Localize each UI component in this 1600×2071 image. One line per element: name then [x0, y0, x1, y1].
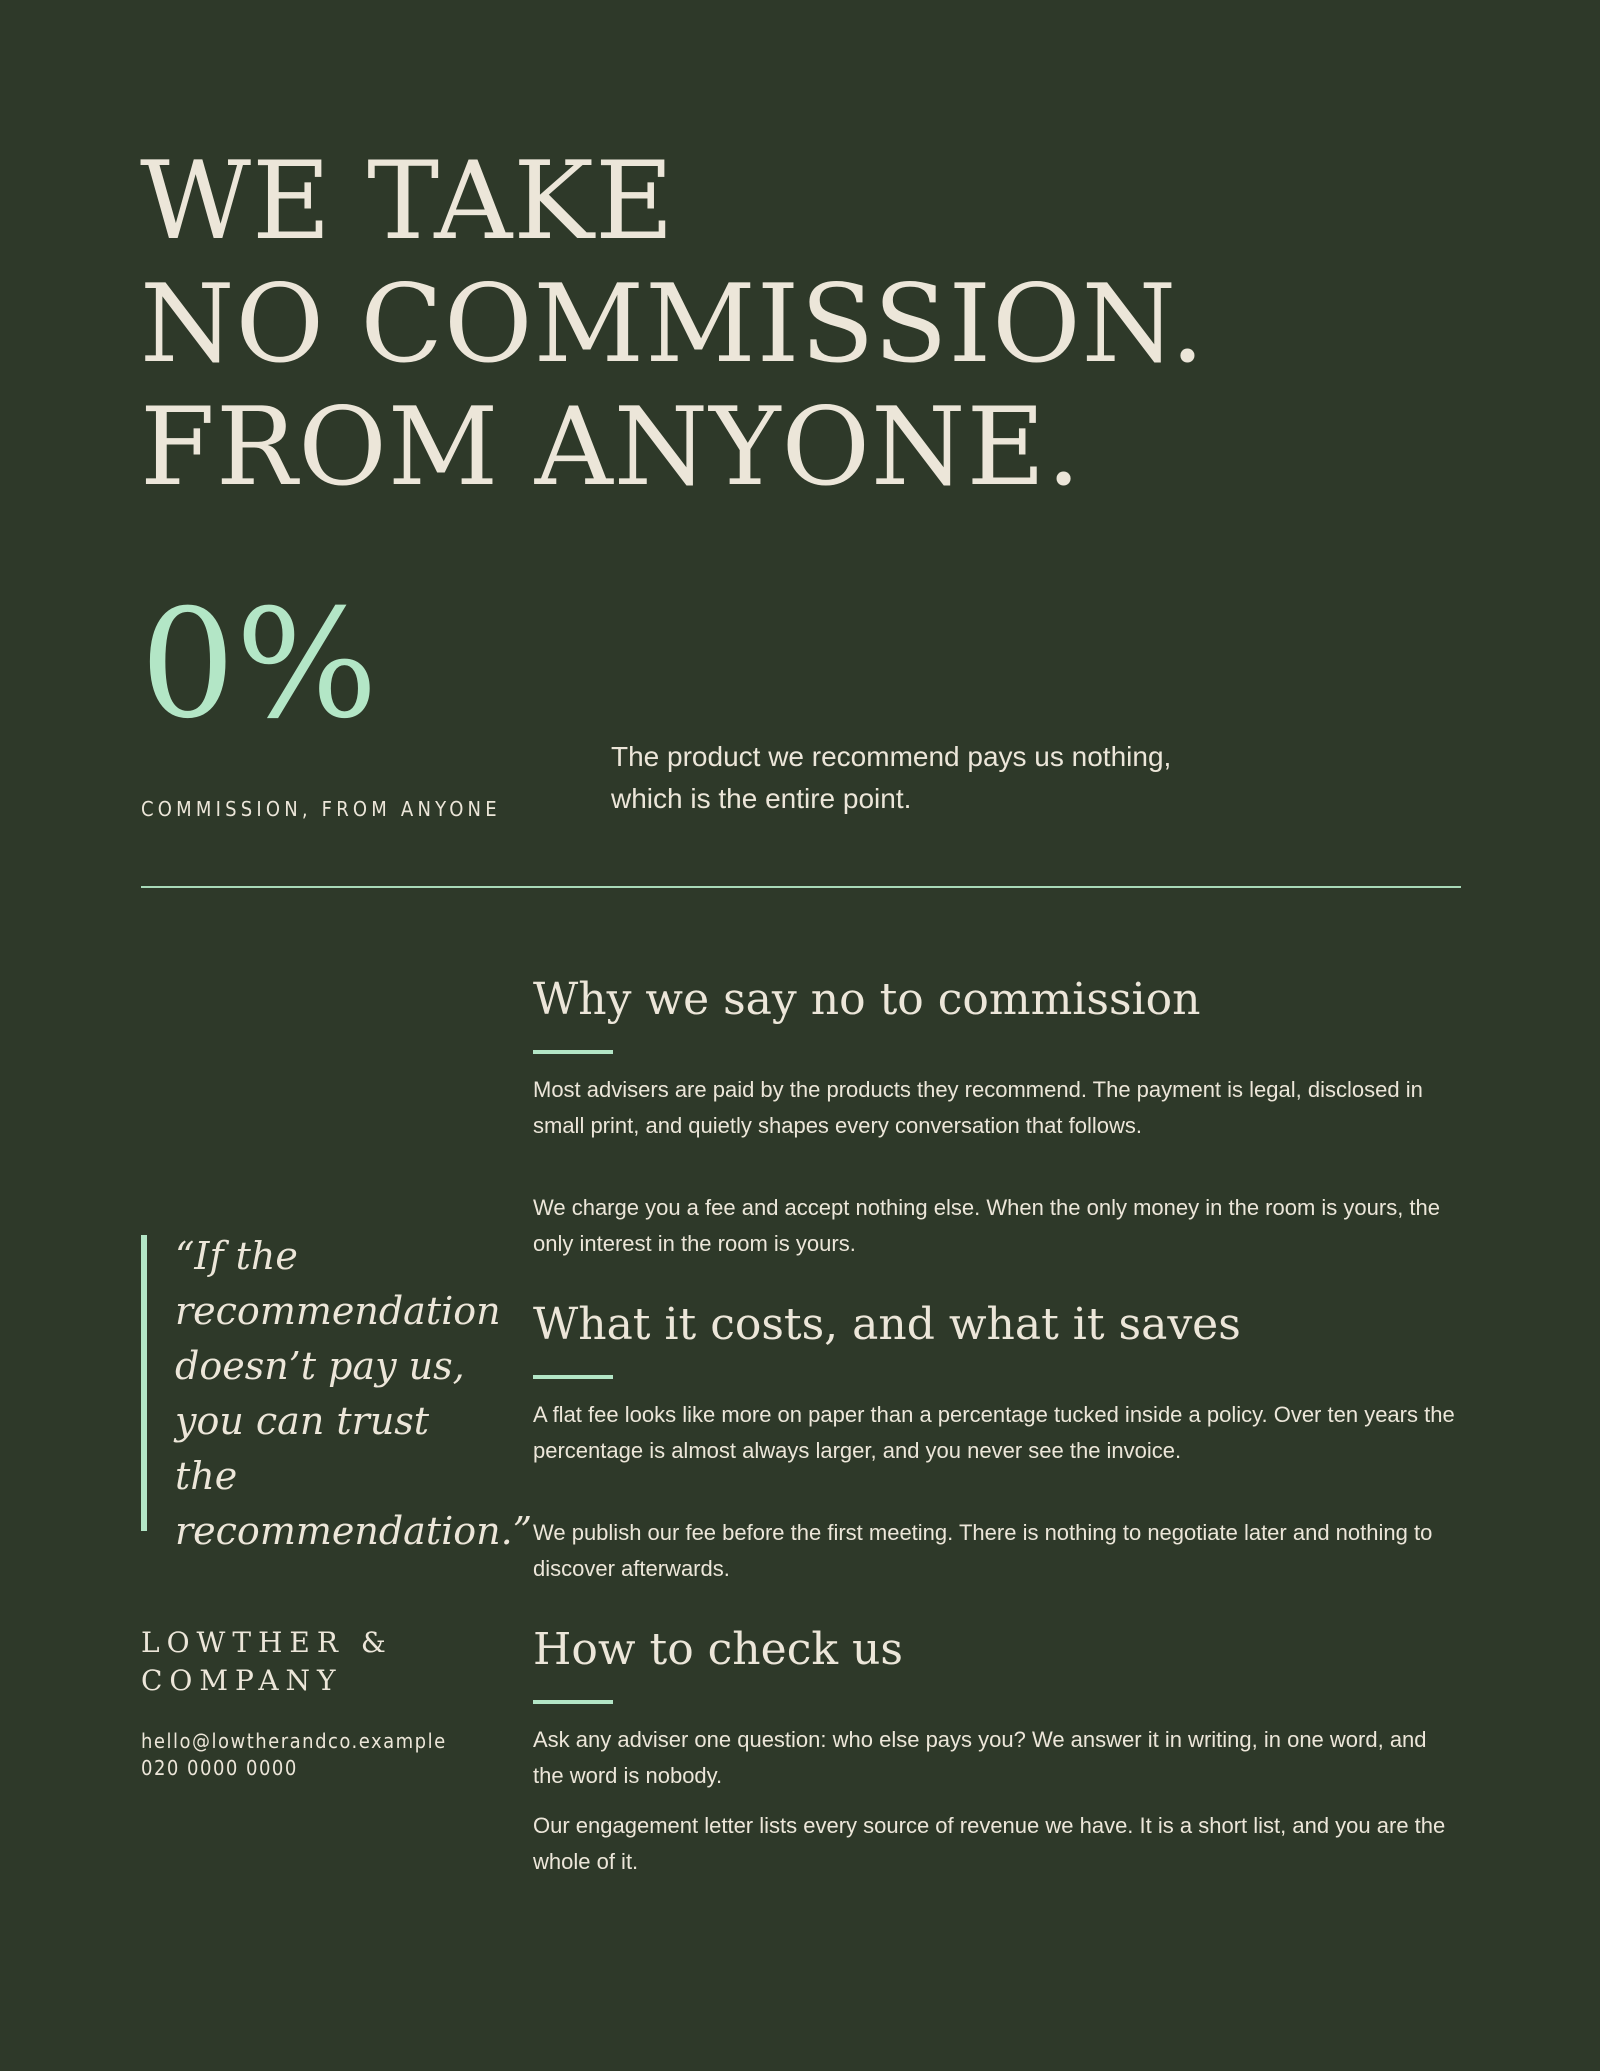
brand-name — [141, 1624, 461, 1700]
section-accent-rule — [533, 1375, 613, 1379]
section-paragraph: Most advisers are paid by the products they recommend. The payment is legal, disclosed in small print, and quietly shapes every conversation that follows. — [533, 1077, 1423, 1138]
section-paragraph: We publish our fee before the first meeting. There is nothing to negotiate later and nothing to discover afterwards. — [533, 1520, 1433, 1581]
headline-line: WE TAKE — [140, 139, 675, 264]
section-costs-and-savings — [533, 1297, 1463, 1587]
section-why-no-commission — [533, 972, 1463, 1262]
section-title: How to check us — [533, 1624, 903, 1675]
section-paragraph: Ask any adviser one question: who else pays you? We answer it in writing, in one word, and the word is nobody. — [533, 1727, 1427, 1788]
pull-quote — [141, 1234, 533, 1553]
pull-quote-text: “If the recommendation doesn’t pay us, you can trust the recommendation.” — [175, 1234, 533, 1553]
brand-line: COMPANY — [141, 1664, 343, 1697]
section-accent-rule — [533, 1050, 613, 1054]
brand-line: LOWTHER & — [141, 1626, 393, 1659]
headline-line: NO COMMISSION. — [140, 262, 1206, 387]
contact-phone[interactable]: 020 0000 0000 — [141, 1756, 298, 1780]
section-title: What it costs, and what it saves — [533, 1299, 1241, 1350]
headline — [140, 140, 1440, 509]
headline-line: FROM ANYONE. — [140, 385, 1082, 510]
section-accent-rule — [533, 1700, 613, 1704]
contact-email[interactable]: hello@lowtherandco.example — [141, 1729, 447, 1753]
stat-label: COMMISSION, FROM ANYONE — [141, 797, 501, 821]
section-paragraph: A flat fee looks like more on paper than a percentage tucked inside a policy. Over ten years the percentage is almost always larger, and you never see the invoice. — [533, 1402, 1455, 1463]
stat-value: 0% — [140, 578, 378, 752]
section-divider — [141, 886, 1461, 888]
section-paragraph: Our engagement letter lists every source of revenue we have. It is a short list, and you are the whole of it. — [533, 1813, 1446, 1874]
stat-description: The product we recommend pays us nothing, which is the entire point. — [611, 741, 1172, 814]
contact-details — [141, 1728, 447, 1782]
section-paragraph: We charge you a fee and accept nothing else. When the only money in the room is yours, the only interest in the room is yours. — [533, 1195, 1441, 1256]
section-title: Why we say no to commission — [533, 974, 1201, 1025]
section-how-to-check — [533, 1622, 1463, 1880]
